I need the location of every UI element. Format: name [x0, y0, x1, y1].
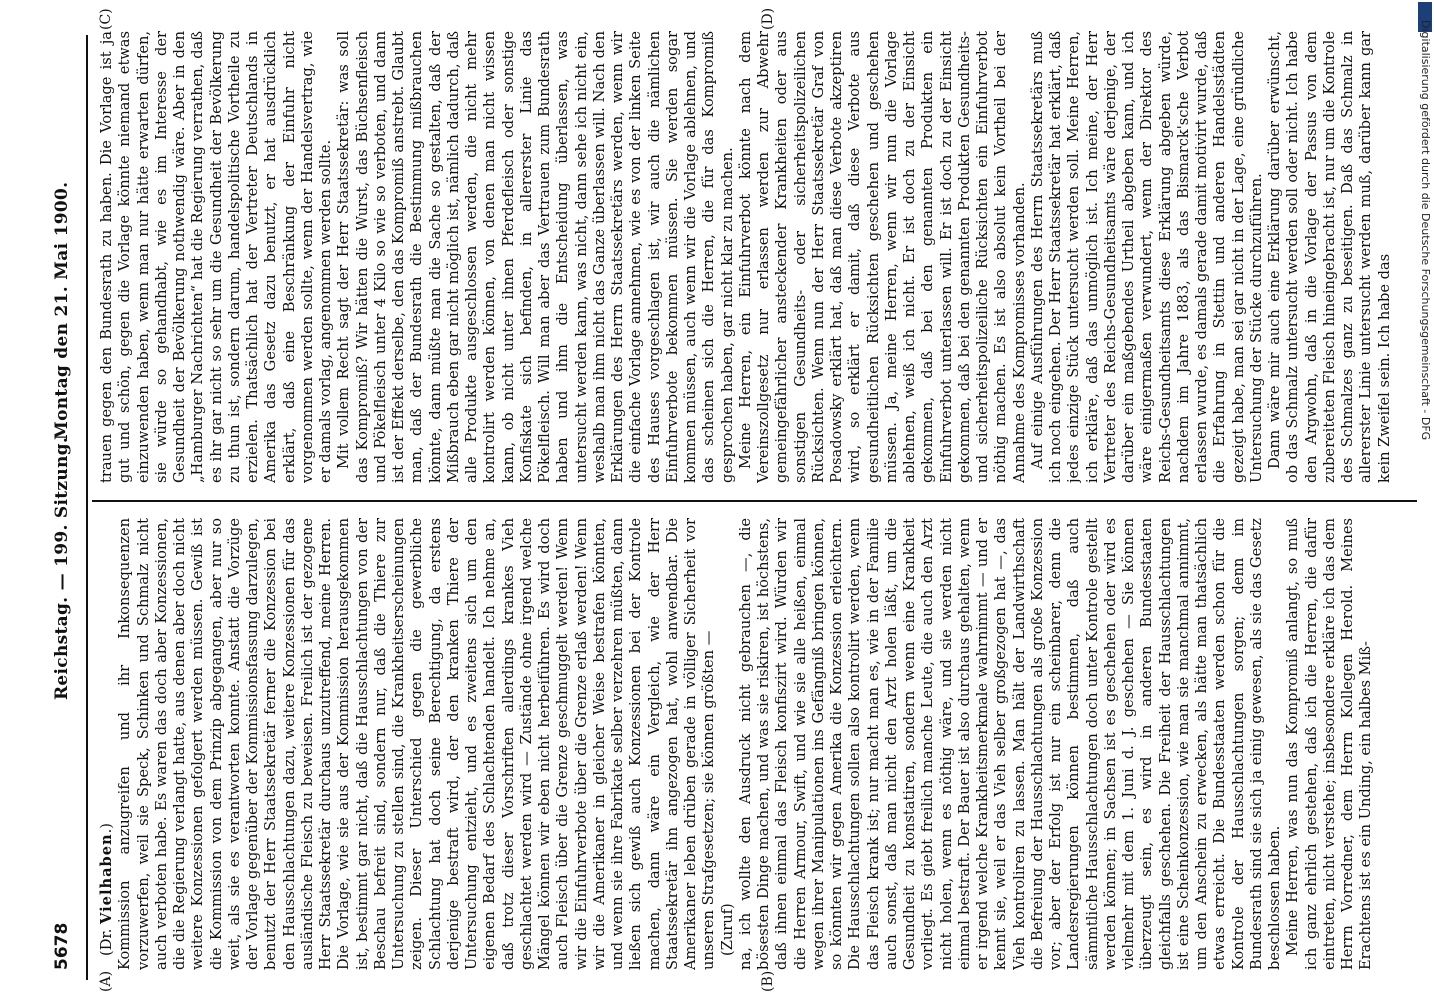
speaker-name: Vielhaben	[98, 833, 115, 924]
paragraph: Meine Herren, ein Einfuhrverbot könnte nach dem Vereinszollgesetz nur erlassen werden zur Abwehr gemeingefährlicher ansteckender Krankheiten oder aus sonstigen Gesundheits- oder sicherheitspolizeilichen Rücksichten. Wenn nun der Herr Staatssekretär Graf von Posadowsky erklärt hat, daß man diese Verbote akzeptiren wird, so erklärt er damit, daß diese Verbote aus gesundheitlichen Rücksichten geschehen und geschehen müssen. Ja, meine Herren, wenn wir nun die Vorlage ablehnen, weiß ich nicht. Er ist doch zu der Einsicht gekommen, daß bei den genannten Produkten ein Einfuhrverbot unterlassen will. Er ist doch zu der Einsicht gekommen, daß bei den genannten Produkten Gesundheits- und sicherheitspolizeiliche Rücksichten ein Einfuhrverbot nöthig machen. Es ist also absolut kein Vortheil bei der Annahme des Kompromisses vorhanden.	[736, 31, 1028, 483]
margin-mark-b: (B)	[760, 970, 776, 992]
speaker-line	[98, 518, 116, 970]
paragraph: trauen gegen den Bundesrath zu haben. Die Vorlage ist ja gut und schön, gegen die Vorlage könnte niemand etwas einzuwenden haben, wenn man nur hätte erwarten dürfen, sie würde so gehandhabt, wie es im Interesse der Gesundheit der Bevölkerung nothwendig wäre. Aber in den „Hamburger Nachrichten“ hat die Regierung verrathen, daß es ihr gar nicht so sehr um die Gesundheit der Bevölkerung zu thun ist, sondern darum, handelspolitische Vortheile zu erzielen. Thatsächlich hat der Vertreter Deutschlands in Amerika das Gesetz dazu benutzt, er hat ausdrücklich erklärt, daß eine Beschränkung der Einfuhr nicht vorgenommen werden sollte, wenn der Handelsvertrag, wie er damals vorlag, angenommen werden sollte.	[98, 31, 334, 483]
column-divider	[92, 500, 1417, 502]
interjection: (Zuruf)	[718, 903, 736, 956]
header-rule	[86, 35, 88, 980]
margin-mark-c: (C)	[98, 8, 114, 30]
paragraph: Mit vollem Recht sagt der Herr Staatssekretär: was soll das Kompromiß? Wir hätten die Wurst, das Büchsenfleisch und Pökelfleisch unter 4 Kilo so wie so verboten, und dann ist der Effekt derselbe, den das Kompromiß anstrebt. Glaubt man, daß der Bundesrath die Bestimmung mißbrauchen könnte, dann müßte man die Sache so gestalten, daß der Mißbrauch eben gar nicht möglich ist, nämlich dadurch, daß alle Produkte ausgeschlossen werden, die nicht mehr kontrolirt werden können, von denen man nicht wissen kann, ob nicht unter ihnen Pferdefleisch oder sonstige Konfiskate sich befinden, in allererster Linie das Pökelfleisch. Will man aber das Vertrauen zum Bundesrath haben und ihm die Entscheidung überlassen, was untersucht werden kann, was nicht, dann sehe ich nicht ein, weshalb man ihm nicht das Ganze überlassen will. Nach den Erklärungen des Herrn Staatssekretärs werden, wenn wir die einfache Vorlage annehmen, wie es von der linken Seite des Hauses vorgeschlagen ist, wir auch die nämlichen Einfuhrverbote bekommen müssen. Sie werden sogar kommen müssen, auch wenn wir die Vorlage ablehnen, und das scheinen sich die Herren, die für das Kompromiß gesprochen haben, gar nicht klar zu machen.	[335, 31, 736, 483]
paragraph: na, ich wollte den Ausdruck nicht gebrauchen —, die bösesten Dinge machen, und was sie riskiren, ist höchstens, daß ihnen einmal das Fleisch konfiszirt wird. Würden wir die Herren Armour, Swift, und wie sie alle heißen, einmal wegen ihrer Manipulationen ins Gefängniß bringen können, so könnten wir gegen Amerika die Konzession erleichtern. Die Hausschlachtungen sollen also kontrolirt werden, wenn das Fleisch krank ist; nur macht man es, wie in der Familie auch sonst, daß man nicht den Arzt holen läßt, um die Gesundheit zu konstatiren, sondern wenn eine Krankheit vorliegt. Es giebt freilich manche Leute, die auch den Arzt nicht holen, wenn es nöthig wäre, und sie werden nicht einmal bestraft. Der Bauer ist also durchaus gehalten, wenn er irgend welche Krankheitsmerkmale wahrnimmt — und er kennt sie, weil er das Vieh selber großgezogen hat —, das Vieh kontroliren zu lassen. Man hält der Landwirthschaft die Befreiung der Hausschlachtungen als große Konzession vor; aber der Erfolg ist nur ein scheinbarer, denn die Landesregierungen können bestimmen, daß auch sämmtliche Hausschlachtungen doch unter Kontrole gestellt werden können; in Sachsen ist es geschehen oder wird es vielmehr mit dem 1. Juni d. J. geschehen — Sie können überzeugt sein, es wird in anderen Bundesstaaten gleichfalls geschehen. Die Freiheit der Hausschlachtungen ist eine Scheinkonzession, wie man sie manchmal annimmt, um den Anschein zu erwecken, als hätte man thatsächlich etwas erreicht. Die Bundesstaaten werden schon für die Kontrole der Hausschlachtungen sorgen; denn im Bundesrath sind sie sich ja einig gewesen, als sie das Gesetz beschlossen haben.	[736, 518, 1283, 970]
page-header	[0, 0, 100, 1000]
running-head-left: Reichstag. — 199. Sitzung.	[52, 436, 72, 700]
digitization-note	[1418, 20, 1434, 760]
paragraph: Auf einige Ausführungen des Herrn Staatssekretärs muß ich noch eingehen. Der Herr Staatssekretär hat erklärt, daß jedes einzige Stück untersucht werden soll. Meine Herren, ich erkläre, daß das unmöglich ist. Ich meine, der Herr Vertreter des Reichs-Gesundheitsamts wäre derjenige, der darüber ein maßgebendes Urtheil abgeben kann, und ich wäre einigermaßen verwundert, wenn der Direktor des Reichs-Gesundheitsamts diese Erklärung abgeben würde, nachdem im Jahre 1883, als das Bismarck'sche Verbot erlassen wurde, es damals gerade damit motivirt wurde, daß die Erfahrung in Stettin und anderen Handelsstädten gezeigt habe, man sei gar nicht in der Lage, eine gründliche Untersuchung der Stücke durchzuführen.	[1028, 31, 1265, 483]
right-column	[98, 31, 1410, 483]
left-column	[98, 518, 1410, 970]
digitization-note-text: Digitalisierung gefördert durch die Deutsche Forschungsgemeinschaft - DFG	[1419, 20, 1432, 441]
margin-mark-a: (A)	[98, 970, 114, 992]
paragraph: Kommission anzugreifen und ihr Inkonsequenzen vorzuwerfen, weil sie Speck, Schinken und Schmalz nicht auch verboten habe. Es waren das doch aber Konzessionen, die die Regierung verlangt hatte, aus denen aber doch nicht weitere Konzessionen gefolgert werden müssen. Gewiß ist die Kommission von dem Prinzip abgegangen, aber nur so weit, als sie es verantworten konnte. Anstatt die Vorzüge der Vorlage gegenüber der Kommissionsfassung darzulegen, benutzt der Herr Staatssekretär ferner die Konzession bei den Hausschlachtungen dazu, weitere Konzessionen für das ausländische Fleisch zu beweisen. Freilich ist der gezogene Herr Staatssekretär durchaus unzutreffend, meine Herren. Die Vorlage, wie sie aus der Kommission herausgekommen ist, bestimmt gar nicht, daß die Hausschlachtungen von der Beschau befreit sind, sondern nur, daß die Thiere zur Untersuchung zu stellen sind, die Krankheitserscheinungen zeigen. Dieser Unterschied gegen die gewerbliche Schlachtung hat doch seine Berechtigung, da erstens derjenige bestraft wird, der den kranken Thiere der Untersuchung entzieht, und es zweitens sich um den eigenen Bedarf des Schlachtenden handelt. Ich nehme an, daß trotz dieser Vorschriften allerdings krankes Vieh geschlachtet werden wird — Zustände ohne irgend welche Mängel können wir eben nicht herbeiführen. Es wird doch auch Fleisch über die Grenze geschmuggelt werden! Wenn wir die Einfuhrverbote über die Grenze erlaß werden! Wenn wir die Amerikaner in gleicher Weise bestrafen könnten, und wenn sie ihre Fabrikate selber verzehren müßten, dann ließen sich gewiß auch Konzessionen bei der Kontrole machen, dann wäre ein Vergleich, wie der Herr Staatssekretär ihn angezogen hat, wohl anwendbar. Die Amerikaner leben drüben gerade in völliger Sicherheit vor unseren Strafgesetzen; sie können größten —	[116, 518, 718, 970]
speaker-suffix: .)	[98, 823, 115, 834]
paragraph: Meine Herren, was nun das Kompromiß anlangt, so muß ich ganz ehrlich gestehen, daß ich die Herren, die dafür eintreten, nicht verstehe; insbesondere erkläre ich das dem Herrn Vorredner, dem Herrn Kollegen Herold. Meines Erachtens ist es ein Unding, ein halbes Miß-	[1284, 518, 1375, 970]
running-head-right: Montag den 21. Mai 1900.	[52, 181, 72, 440]
speaker-prefix: (Dr.	[98, 923, 115, 956]
page-number: 5678	[52, 922, 72, 970]
margin-mark-d: (D)	[760, 7, 776, 30]
paragraph: Dann wäre mir auch eine Erklärung darüber erwünscht, ob das Schmalz untersucht werden soll oder nicht. Ich habe den Argwohn, daß in die Vorlage der Passus von dem zubereiteten Fleisch hineingebracht ist, nur um die Kontrole des Schmalzes ganz zu beseitigen. Daß das Schmalz in allererster Linie untersucht werden muß, darüber kann gar kein Zweifel sein. Ich habe das	[1266, 31, 1393, 483]
